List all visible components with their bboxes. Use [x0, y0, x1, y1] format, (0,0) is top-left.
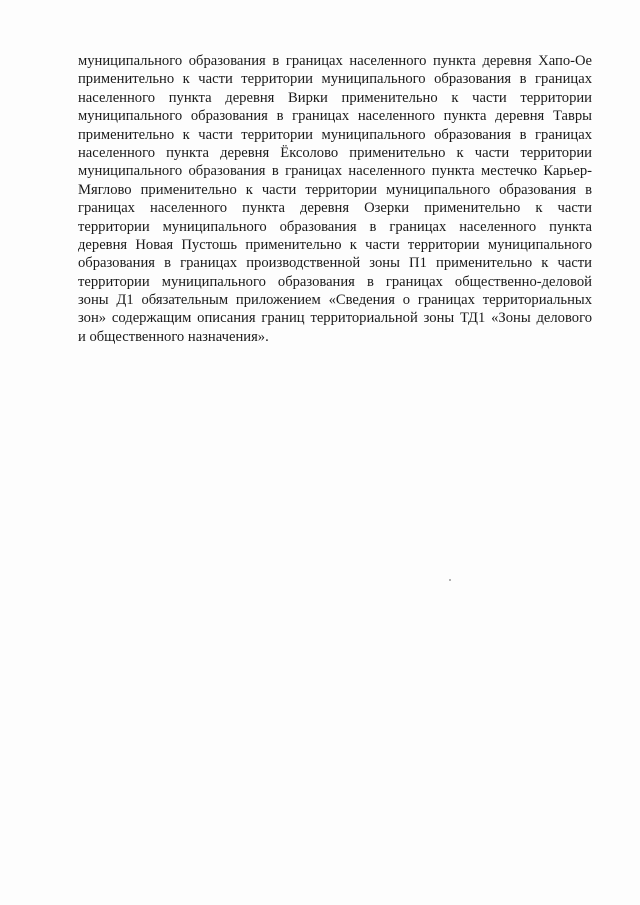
paragraph-line: муниципального образования в границах населенного пункта деревня Тавры: [78, 108, 592, 125]
paragraph-line: территории муниципального образования в границах общественно-деловой: [78, 273, 592, 290]
paragraph-line: применительно к части территории муниципального образования в границах: [78, 71, 592, 88]
paragraph-line-last: и общественного назначения».: [78, 328, 269, 345]
paragraph-line: деревня Новая Пустошь применительно к части территории муниципального: [78, 236, 592, 253]
paragraph-line: муниципального образования в границах населенного пункта местечко Карьер-: [78, 163, 592, 180]
paragraph-line: населенного пункта деревня Ёксолово применительно к части территории: [78, 144, 592, 161]
paragraph-line: зон» содержащим описания границ территориальной зоны ТД1 «Зоны делового: [78, 310, 592, 327]
paragraph-line: территории муниципального образования в границах населенного пункта: [78, 218, 592, 235]
scan-speck: [449, 579, 451, 581]
paragraph-line: границах населенного пункта деревня Озерки применительно к части: [78, 200, 592, 217]
paragraph-line: образования в границах производственной зоны П1 применительно к части: [78, 255, 592, 272]
body-paragraph: [78, 52, 592, 346]
paragraph-line: применительно к части территории муниципального образования в границах: [78, 126, 592, 143]
paragraph-line: населенного пункта деревня Вирки применительно к части территории: [78, 89, 592, 106]
paragraph-line: зоны Д1 обязательным приложением «Сведения о границах территориальных: [78, 292, 592, 309]
paragraph-line: муниципального образования в границах населенного пункта деревня Хапо-Ое: [78, 53, 592, 69]
paragraph-line: Мяглово применительно к части территории муниципального образования в: [78, 181, 592, 198]
